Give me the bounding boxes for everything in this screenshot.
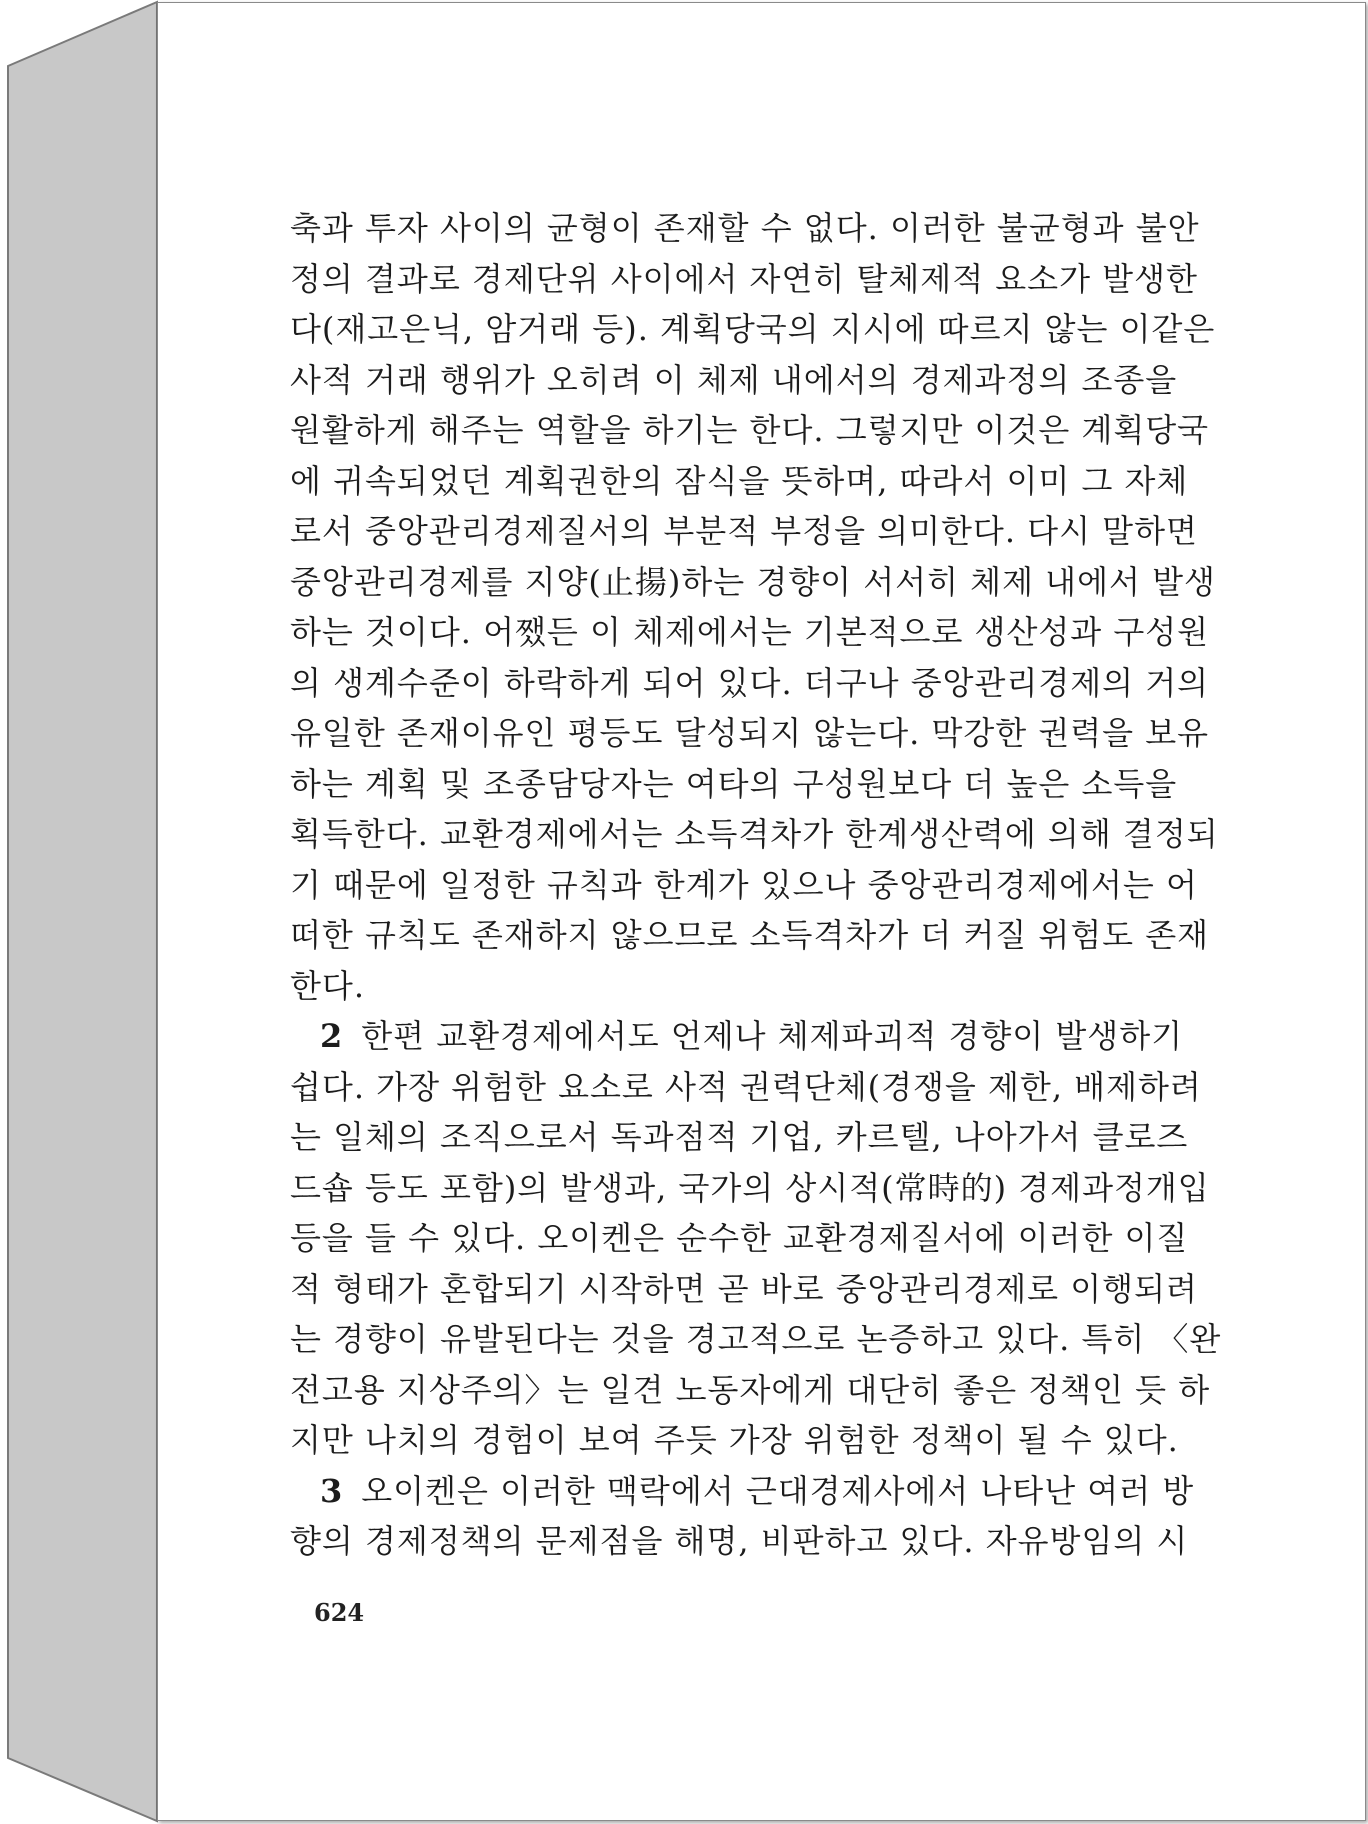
paragraph-number: 2	[320, 1017, 344, 1055]
book-spine	[0, 0, 160, 1824]
text-line: 하는 것이다. 어쨌든 이 체제에서는 기본적으로 생산성과 구성원	[290, 613, 1210, 651]
text-line: 등을 들 수 있다. 오이켄은 순수한 교환경제질서에 이러한 이질	[290, 1219, 1189, 1257]
text-line: 하는 계획 및 조종담당자는 여타의 구성원보다 더 높은 소득을	[290, 764, 1178, 803]
text-line: 쉽다. 가장 위험한 요소로 사적 권력단체(경쟁을 제한, 배제하려	[290, 1067, 1202, 1106]
text-line: 사적 거래 행위가 오히려 이 체제 내에서의 경제과정의 조종을	[290, 360, 1178, 399]
text-line: 전고용 지상주의〉는 일견 노동자에게 대단히 좋은 정책인 듯 하	[290, 1370, 1211, 1409]
text-line: 떠한 규칙도 존재하지 않으므로 소득격차가 더 커질 위험도 존재	[290, 916, 1210, 954]
text-line: 기 때문에 일정한 규칙과 한계가 있으나 중앙관리경제에서는 어	[290, 865, 1198, 904]
book-page	[157, 2, 1366, 1821]
text-span: 한편 교환경제에서도 언제나 체제파괴적 경향이 발생하기	[361, 1017, 1184, 1055]
text-line: 지만 나치의 경험이 보여 주듯 가장 위험한 정책이 될 수 있다.	[290, 1421, 1179, 1459]
body-text	[290, 203, 1365, 1567]
text-line: 적 형태가 혼합되기 시작하면 곧 바로 중앙관리경제로 이행되려	[290, 1269, 1198, 1308]
text-span: 오이켄은 이러한 맥락에서 근대경제사에서 나타난 여러 방	[361, 1471, 1195, 1510]
text-line: 원활하게 해주는 역할을 하기는 한다. 그렇지만 이것은 계획당국	[290, 411, 1210, 449]
text-line: 향의 경제정책의 문제점을 해명, 비판하고 있다. 자유방임의 시	[290, 1522, 1189, 1560]
page-number: 624	[314, 1598, 365, 1627]
text-line: 중앙관리경제를 지양(止揚)하는 경향이 서서히 체제 내에서 발생	[290, 562, 1216, 601]
text-line: 에 귀속되었던 계획권한의 잠식을 뜻하며, 따라서 이미 그 자체	[290, 461, 1189, 500]
text-line: 드숍 등도 포함)의 발생과, 국가의 상시적(常時的) 경제과정개입	[290, 1168, 1210, 1207]
text-line: 는 일체의 조직으로서 독과점적 기업, 카르텔, 나아가서 클로즈	[290, 1118, 1189, 1156]
text-line: 정의 결과로 경제단위 사이에서 자연히 탈체제적 요소가 발생한	[290, 259, 1198, 298]
paragraph-2-first-line	[290, 1011, 1365, 1062]
text-line: 유일한 존재이유인 평등도 달성되지 않는다. 막강한 권력을 보유	[290, 714, 1210, 752]
paragraph-3-first-line	[290, 1466, 1365, 1517]
text-line: 다(재고은닉, 암거래 등). 계획당국의 지시에 따르지 않는 이같은	[290, 310, 1216, 348]
text-line: 한다.	[290, 966, 365, 1005]
text-line: 축과 투자 사이의 균형이 존재할 수 없다. 이러한 불균형과 불안	[290, 209, 1200, 247]
text-line: 획득한다. 교환경제에서는 소득격차가 한계생산력에 의해 결정되	[290, 815, 1219, 853]
text-line: 의 생계수준이 하락하게 되어 있다. 더구나 중앙관리경제의 거의	[290, 663, 1210, 702]
text-line: 는 경향이 유발된다는 것을 경고적으로 논증하고 있다. 특히 〈완	[290, 1320, 1222, 1358]
text-line: 로서 중앙관리경제질서의 부분적 부정을 의미한다. 다시 말하면	[290, 512, 1198, 550]
paragraph-number: 3	[320, 1471, 344, 1510]
